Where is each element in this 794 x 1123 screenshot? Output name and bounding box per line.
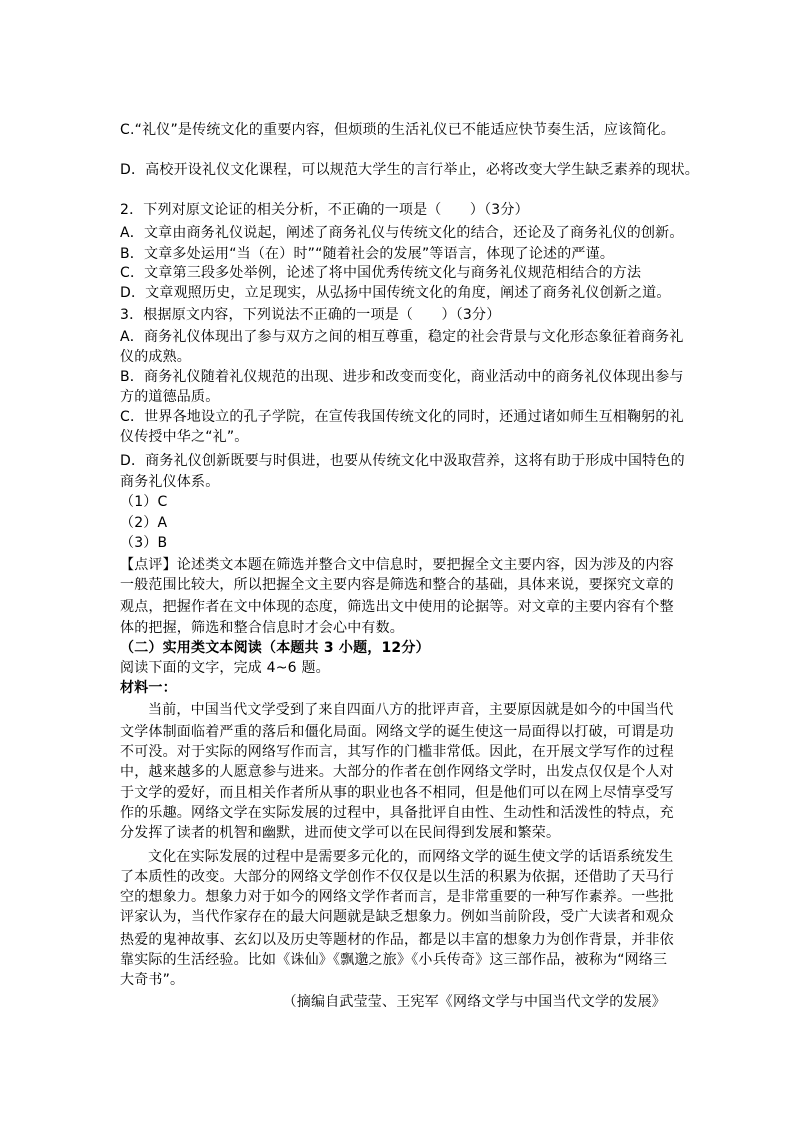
paragraph-1-line: 当前，中国当代文学受到了来自四面八方的批评声音，主要原因就是如今的中国当代 xyxy=(148,702,674,718)
paragraph-1-line: 中，越来越多的人愿意参与进来。大部分的作者在创作网络文学时，出发点仅仅是个人对 xyxy=(120,764,674,780)
q1-option-c: C.“礼仪”是传统文化的重要内容，但烦琐的生活礼仪已不能适应快节奏生活，应该简化。 xyxy=(120,122,675,138)
q3-option-b-cont: 方的道德品质。 xyxy=(120,389,220,405)
paragraph-1-line: 分发挥了读者的机智和幽默，进而使文学可以在民间得到发展和繁荣。 xyxy=(120,825,561,841)
paragraph-2-line: 热爱的鬼神故事、玄幻以及历史等题材的作品，都是以丰富的想象力为创作背景，并非依 xyxy=(120,932,674,948)
answer-2: （2）A xyxy=(120,515,168,531)
q3-option-d-cont: 商务礼仪体系。 xyxy=(120,474,220,490)
q3-option-c: C．世界各地设立的孔子学院，在宣传我国传统文化的同时，还通过诸如师生互相鞠躬的礼 xyxy=(120,409,684,425)
q3-option-a-cont: 仪的成熟。 xyxy=(120,349,191,365)
q2-option-a: A．文章由商务礼仪说起，阐述了商务礼仪与传统文化的结合，还论及了商务礼仪的创新。 xyxy=(120,225,684,241)
comment-line: 体的把握，筛选和整合信息时才会心中有数。 xyxy=(120,620,404,636)
paragraph-2-line: 了本质性的改变。大部分的网络文学创作不仅仅是以生活的积累为依据，还借助了天马行 xyxy=(120,869,674,885)
paragraph-1-line: 于文学的爱好，而且相关作者所从事的职业也各不相同，但是他们可以在网上尽情享受写 xyxy=(120,785,674,801)
q1-option-d: D．高校开设礼仪文化课程，可以规范大学生的言行举止，必将改变大学生缺乏素养的现状。 xyxy=(120,162,699,178)
paragraph-1-line: 不可没。对于实际的网络写作而言，其写作的门槛非常低。因此，在开展文学写作的过程 xyxy=(120,744,674,760)
comment-line: 观点，把握作者在文中体现的态度，筛选出文中使用的论据等。对文章的主要内容有个整 xyxy=(120,599,674,615)
answer-1: （1）C xyxy=(120,494,168,510)
q3-option-d: D．商务礼仪创新既要与时俱进，也要从传统文化中汲取营养，这将有助于形成中国特色的 xyxy=(120,453,685,469)
question-3: 3．根据原文内容，下列说法不正确的一项是（ ）（3分） xyxy=(120,307,501,323)
paragraph-2-line: 文化在实际发展的过程中是需要多元化的，而网络文学的诞生使文学的话语系统发生 xyxy=(148,849,674,865)
q2-option-b: B．文章多处运用“当（在）时”“随着社会的发展”等语言，体现了论述的严谨。 xyxy=(120,246,615,262)
section-heading: （二）实用类文本阅读（本题共 3 小题，12分） xyxy=(120,640,430,656)
paragraph-1-line: 文学体制面临着严重的落后和僵化局面。网络文学的诞生使这一局面得以打破，可谓是功 xyxy=(120,724,674,740)
paragraph-2-line: 评家认为，当代作家存在的最大问题就是缺乏想象力。例如当前阶段，受广大读者和观众 xyxy=(120,909,674,925)
paragraph-2-line: 大奇书”。 xyxy=(120,972,185,988)
paragraph-2-line: 空的想象力。想象力对于如今的网络文学作者而言，是非常重要的一种写作素养。一些批 xyxy=(120,889,674,905)
reading-instruction: 阅读下面的文字，完成 4~6 题。 xyxy=(120,660,330,676)
question-2: 2．下列对原文论证的相关分析，不正确的一项是（ ）（3分） xyxy=(120,202,529,218)
comment-line: 【点评】论述类文本题在筛选并整合文中信息时，要把握全文主要内容，因为涉及的内容 xyxy=(120,557,674,573)
q3-option-a: A．商务礼仪体现出了参与双方之间的相互尊重，稳定的社会背景与文化形态象征着商务礼 xyxy=(120,329,684,345)
paragraph-1-line: 作的乐趣。网络文学在实际发展的过程中，具备批评自由性、生动性和活泼性的特点，充 xyxy=(120,805,674,821)
comment-line: 一般范围比较大，所以把握全文主要内容是筛选和整合的基础，具体来说，要探究文章的 xyxy=(120,577,674,593)
paragraph-2-line: 靠实际的生活经验。比如《诛仙》《飘邈之旅》《小兵传奇》这三部作品，被称为“网络三 xyxy=(120,952,668,968)
source-citation: （摘编自武莹莹、王宪军《网络文学与中国当代文学的发展》 xyxy=(282,994,666,1010)
q2-option-c: C．文章第三段多处举例，论述了将中国优秀传统文化与商务礼仪规范相结合的方法 xyxy=(120,265,642,281)
answer-3: （3）B xyxy=(120,535,168,551)
q2-option-d: D．文章观照历史，立足现实，从弘扬中国传统文化的角度，阐述了商务礼仪创新之道。 xyxy=(120,285,671,301)
material-label: 材料一： xyxy=(120,680,177,696)
q3-option-b: B．商务礼仪随着礼仪规范的出现、进步和改变而变化，商业活动中的商务礼仪体现出参与 xyxy=(120,369,684,385)
q3-option-c-cont: 仪传授中华之“礼”。 xyxy=(120,429,249,445)
